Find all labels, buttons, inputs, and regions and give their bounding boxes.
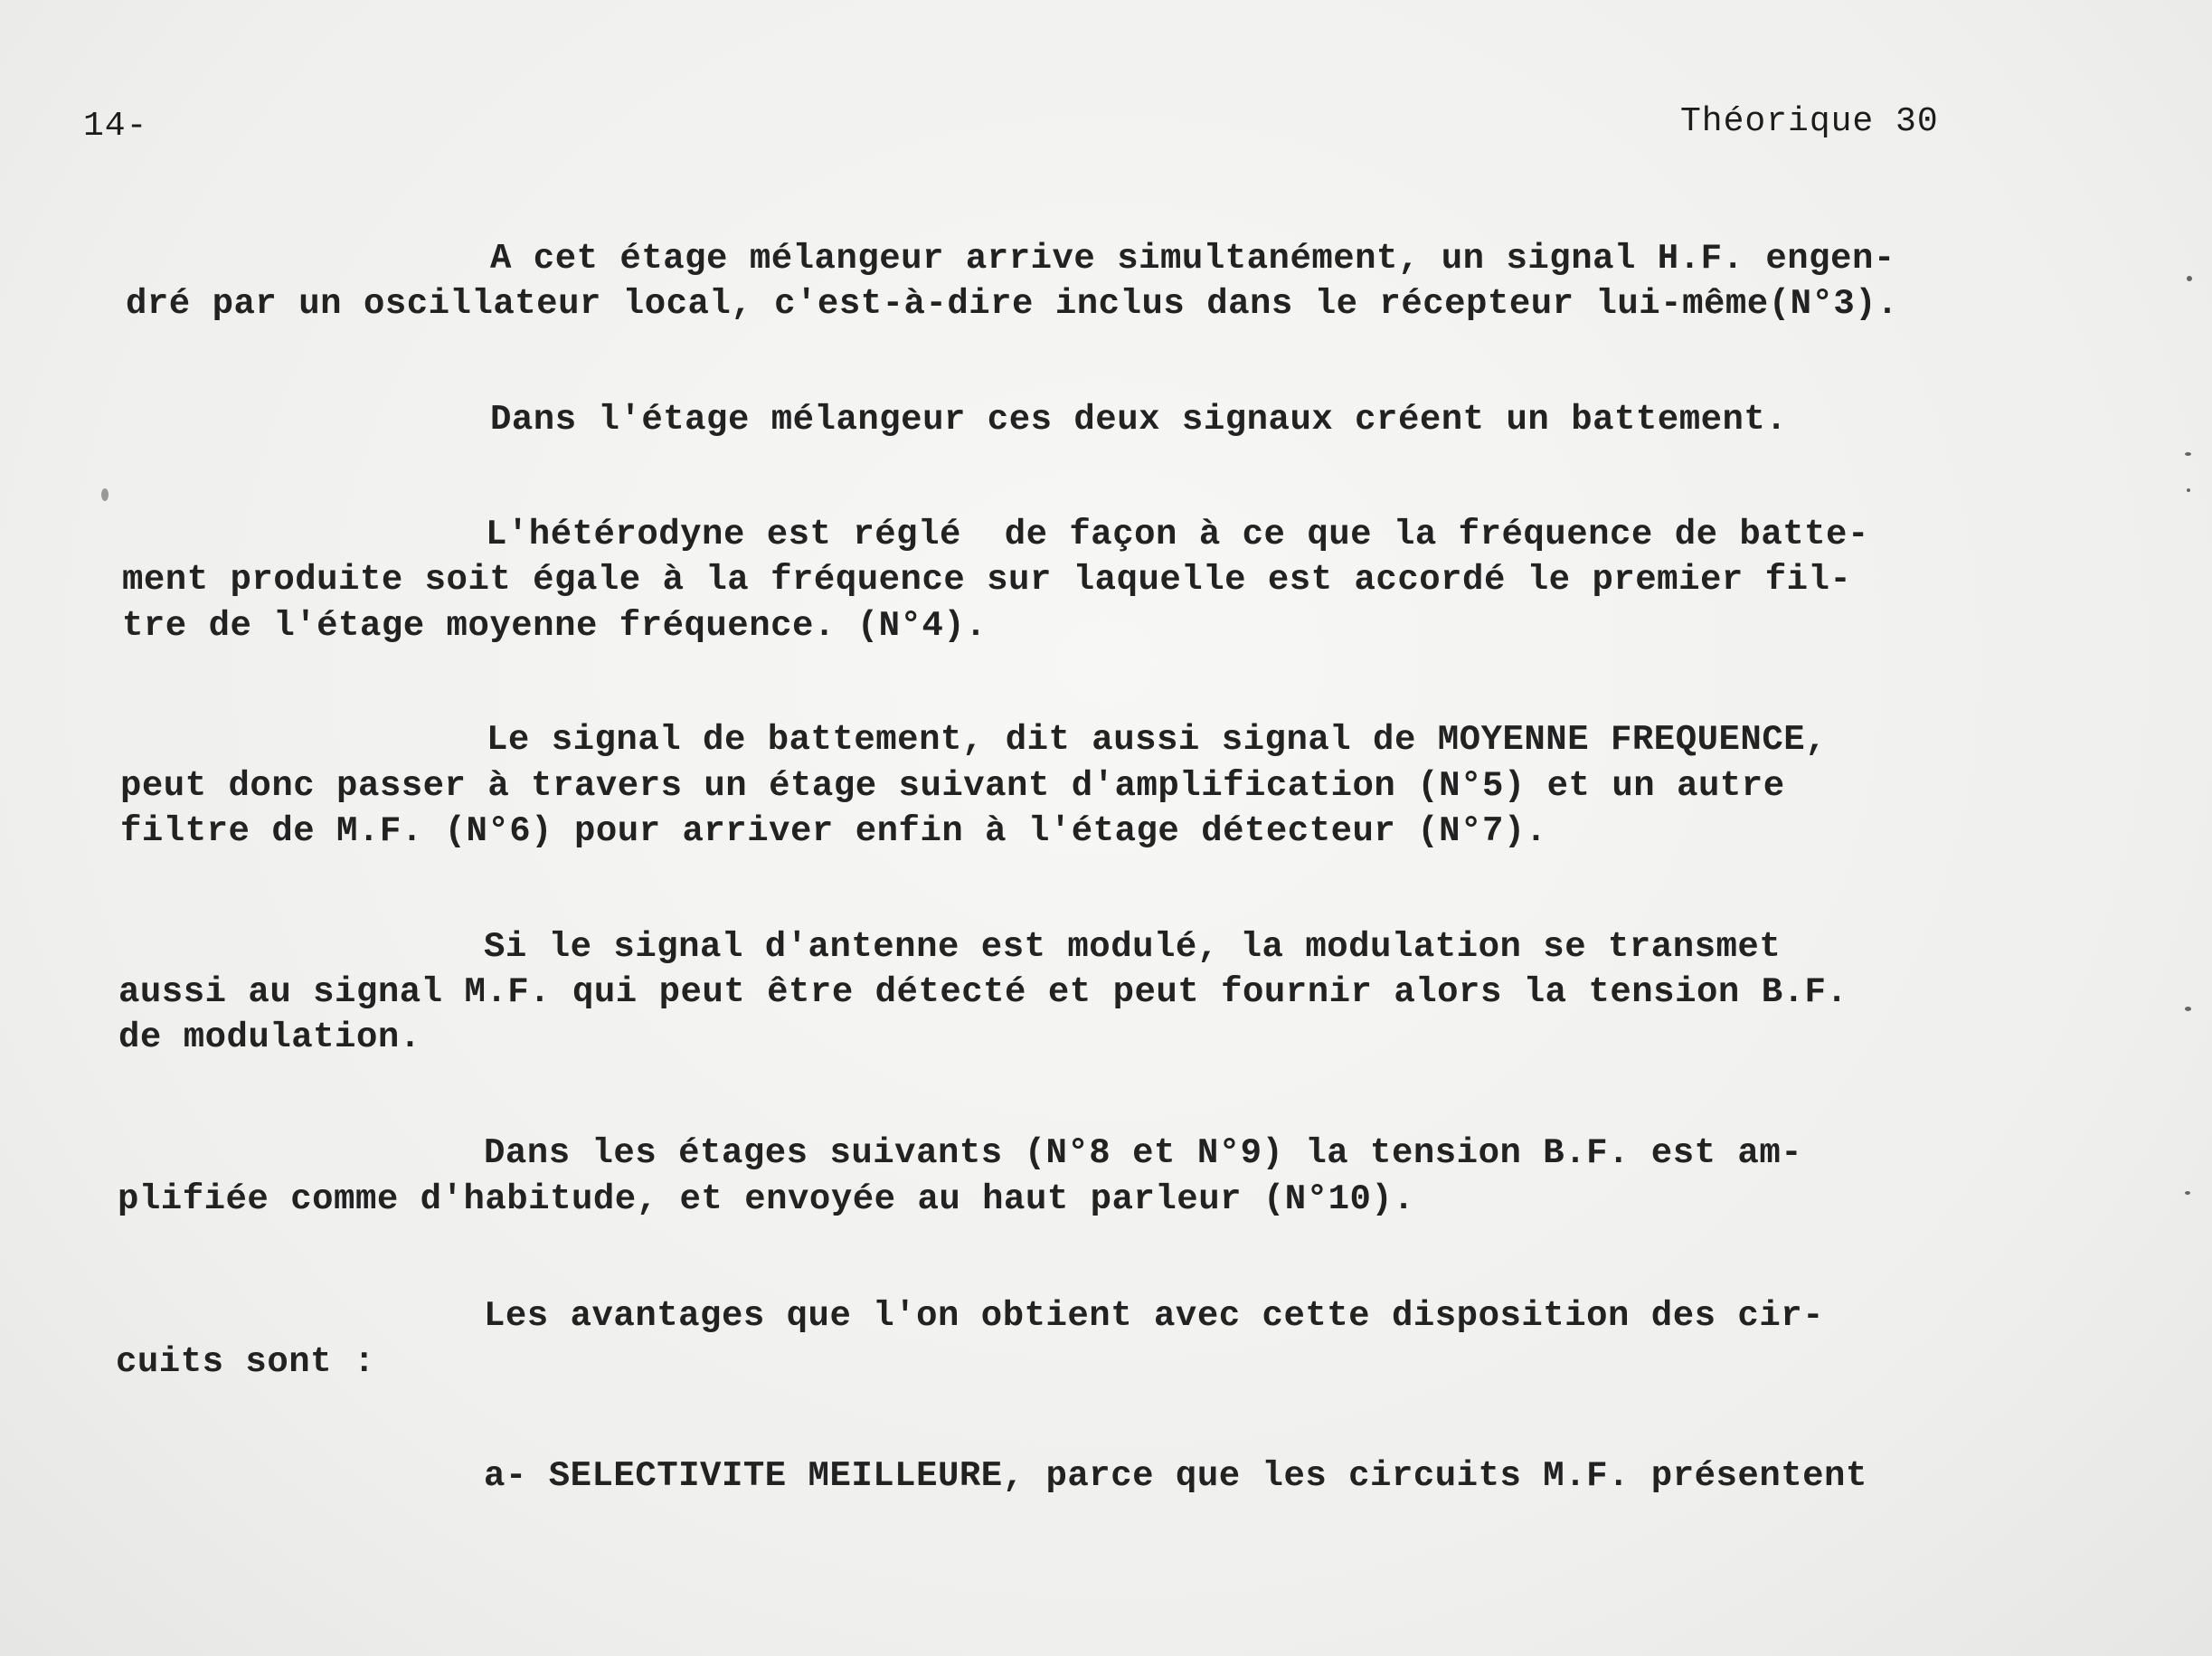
- paragraph-5-line-2: aussi au signal M.F. qui peut être détecté et peut fournir alors la tension B.F.: [118, 972, 1848, 1012]
- scan-speck: [2187, 488, 2190, 492]
- paragraph-3-line-2: ment produite soit égale à la fréquence sur laquelle est accordé le premier fil-: [122, 560, 1852, 600]
- paragraph-5-line-1: Si le signal d'antenne est modulé, la modulation se transmet: [484, 927, 1782, 967]
- paragraph-7-line-2: cuits sont :: [116, 1342, 375, 1382]
- scan-speck: [2185, 452, 2191, 456]
- paragraph-2-line-1: Dans l'étage mélangeur ces deux signaux créent un battement.: [490, 400, 1788, 440]
- scan-speck: [2185, 1007, 2191, 1011]
- paragraph-5-line-3: de modulation.: [118, 1017, 421, 1057]
- paragraph-1-line-2: dré par un oscillateur local, c'est-à-dire inclus dans le récepteur lui-même(N°3).: [126, 284, 1899, 324]
- section-title: Théorique 30: [1680, 102, 1939, 141]
- page-number: 14-: [83, 107, 148, 146]
- paragraph-4-line-3: filtre de M.F. (N°6) pour arriver enfin à l'étage détecteur (N°7).: [120, 811, 1547, 851]
- paragraph-4-line-2: peut donc passer à travers un étage suivant d'amplification (N°5) et un autre: [120, 766, 1785, 806]
- paragraph-7-line-1: Les avantages que l'on obtient avec cette disposition des cir-: [484, 1296, 1825, 1336]
- paragraph-3-line-1: L'hétérodyne est réglé de façon à ce que la fréquence de batte-: [486, 515, 1869, 554]
- scan-speck: [2185, 1191, 2190, 1195]
- paragraph-6-line-2: plifiée comme d'habitude, et envoyée au haut parleur (N°10).: [118, 1179, 1415, 1219]
- paragraph-8-line-1: a- SELECTIVITE MEILLEURE, parce que les circuits M.F. présentent: [484, 1456, 1867, 1496]
- paragraph-4-line-1: Le signal de battement, dit aussi signal de MOYENNE FREQUENCE,: [487, 720, 1828, 760]
- paragraph-3-line-3: tre de l'étage moyenne fréquence. (N°4).: [122, 606, 988, 646]
- scan-speck: [2187, 276, 2192, 281]
- scan-speck: [101, 488, 109, 501]
- paragraph-1-line-1: A cet étage mélangeur arrive simultanément, un signal H.F. engen-: [490, 239, 1895, 279]
- paragraph-6-line-1: Dans les étages suivants (N°8 et N°9) la tension B.F. est am-: [484, 1133, 1803, 1173]
